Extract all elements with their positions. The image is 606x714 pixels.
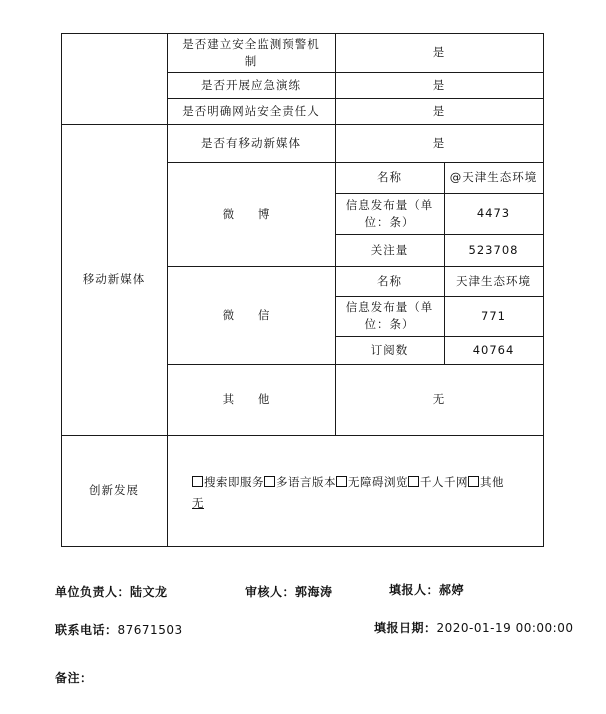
head-label: 单位负责人： (55, 585, 131, 599)
checkbox-icon (408, 476, 419, 487)
table-border-right (543, 33, 544, 547)
weibo-follow-label: 关注量 (370, 242, 409, 257)
reviewer-label: 审核人： (245, 585, 296, 599)
filler-signature (389, 581, 464, 598)
innovation-option: 其他 (468, 475, 504, 489)
responsible-value: 是 (432, 103, 446, 118)
wechat-name-value: 天津生态环境 (456, 273, 531, 288)
weibo-follow-value: 523708 (468, 242, 519, 257)
weibo-posts-value: 4473 (476, 206, 511, 220)
head-signature (55, 583, 168, 600)
checkbox-icon (264, 476, 275, 487)
warning-value: 是 (432, 45, 446, 59)
date-line (374, 619, 573, 636)
phone-value: 87671503 (117, 623, 183, 637)
innovation-options (192, 472, 504, 514)
wechat-subs-label: 订阅数 (370, 342, 409, 357)
table-border-bottom (61, 546, 543, 547)
remark-label: 备注： (55, 671, 93, 685)
checkbox-icon (336, 476, 347, 487)
warning-label: 是否建立安全监测预警机制 (182, 36, 320, 68)
wechat-name-label: 名称 (377, 273, 402, 288)
phone-label: 联系电话： (55, 623, 118, 637)
checkbox-icon (468, 476, 479, 487)
innovation-other-value: 无 (192, 496, 204, 510)
reviewer-value: 郭海涛 (295, 585, 333, 599)
has-mobile-label: 是否有移动新媒体 (201, 135, 301, 150)
phone-line (55, 621, 183, 638)
wechat-label: 微 信 (222, 307, 280, 322)
mobile-section-label: 移动新媒体 (82, 272, 146, 286)
weibo-posts-label: 信息发布量（单位：条） (345, 197, 434, 229)
innovation-option: 千人千网 (408, 475, 468, 489)
filler-label: 填报人： (389, 583, 440, 597)
reviewer-signature (245, 583, 333, 600)
checkbox-icon (192, 476, 203, 487)
innovation-section-label: 创新发展 (89, 483, 139, 497)
drill-label: 是否开展应急演练 (201, 77, 301, 92)
wechat-posts-label: 信息发布量（单位：条） (345, 300, 434, 331)
weibo-name-value: @天津生态环境 (449, 170, 538, 184)
weibo-label: 微 博 (222, 206, 280, 221)
date-label: 填报日期： (374, 621, 437, 635)
wechat-subs-value: 40764 (472, 342, 515, 357)
date-value: 2020-01-19 00:00:00 (436, 621, 574, 635)
filler-value: 郝婷 (439, 583, 465, 597)
innovation-option: 多语言版本 (264, 475, 336, 489)
innovation-option: 无障碍浏览 (336, 475, 408, 489)
has-mobile-value: 是 (432, 135, 446, 150)
other-value: 无 (432, 392, 446, 406)
responsible-label: 是否明确网站安全责任人 (182, 103, 320, 118)
drill-value: 是 (432, 77, 446, 92)
other-label: 其 他 (222, 392, 280, 406)
innovation-option: 搜索即服务 (192, 475, 264, 489)
weibo-name-label: 名称 (377, 170, 402, 184)
wechat-posts-value: 771 (481, 308, 506, 323)
head-value: 陆文龙 (130, 585, 168, 599)
